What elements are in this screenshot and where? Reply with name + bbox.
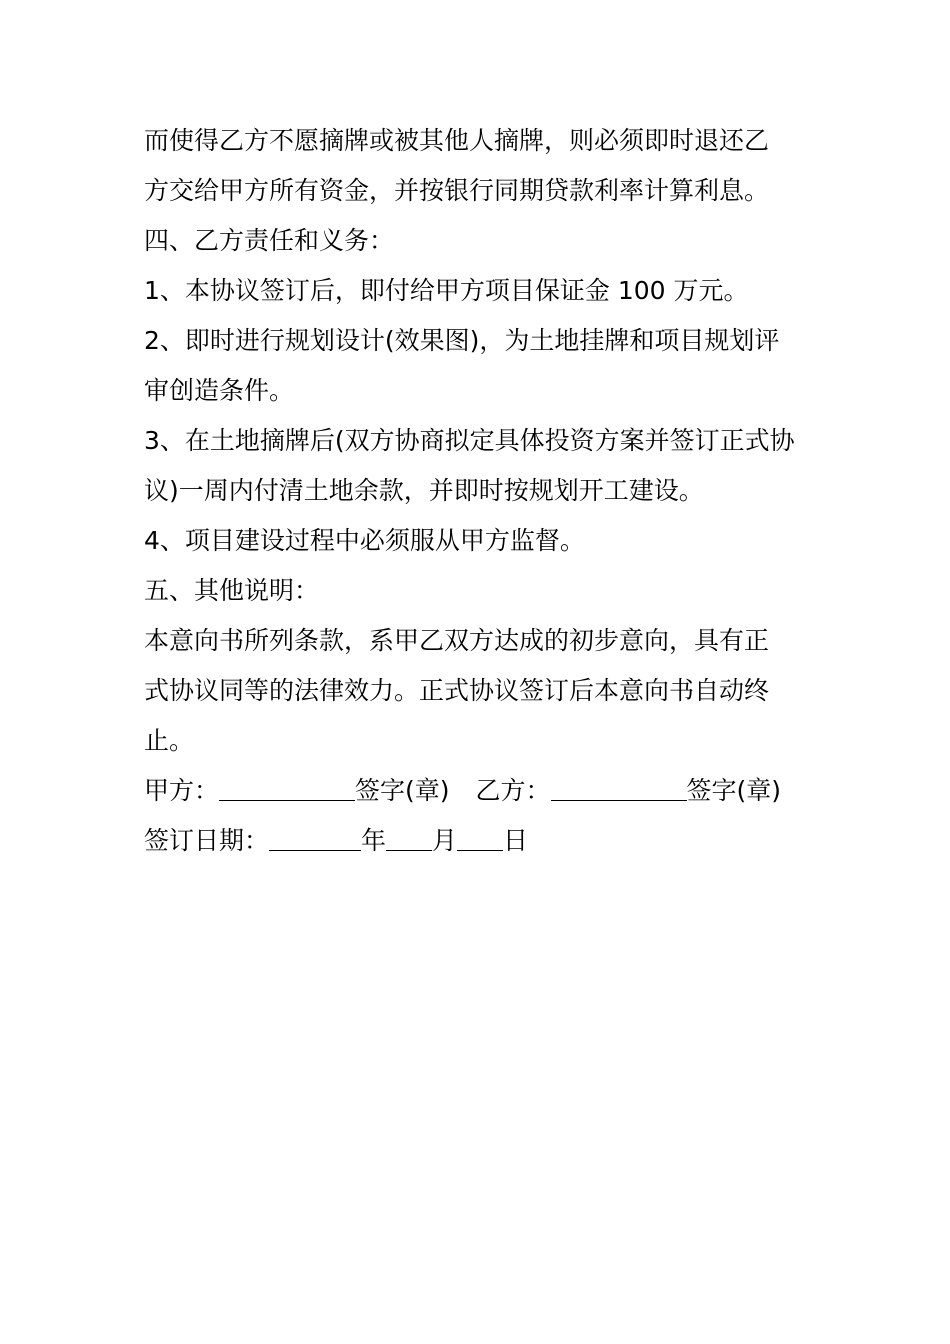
party-a-signature-blank[interactable]	[219, 766, 355, 801]
signature-line	[144, 766, 810, 816]
month-blank[interactable]	[386, 816, 432, 851]
year-blank[interactable]	[269, 816, 361, 851]
party-b-signature-blank[interactable]	[551, 766, 687, 801]
section-heading-4: 四、乙方责任和义务：	[144, 226, 395, 255]
paragraph-line: 止。	[144, 726, 195, 755]
paragraph-line: 本意向书所列条款，系甲乙双方达成的初步意向，具有正	[144, 626, 770, 655]
paragraph-line: 方交给甲方所有资金，并按银行同期贷款利率计算利息。	[144, 176, 770, 205]
document-body	[144, 116, 810, 866]
party-b-label: 乙方：	[475, 776, 551, 805]
date-line	[144, 816, 810, 866]
clause-3: 3、在土地摘牌后(双方协商拟定具体投资方案并签订正式协	[144, 426, 795, 455]
party-a-sign-label: 签字(章)	[355, 776, 450, 805]
section-heading-5: 五、其他说明：	[144, 576, 320, 605]
day-blank[interactable]	[457, 816, 503, 851]
month-label: 月	[432, 826, 458, 855]
paragraph-line: 而使得乙方不愿摘牌或被其他人摘牌，则必须即时退还乙	[144, 126, 770, 155]
clause-2: 2、即时进行规划设计(效果图)，为土地挂牌和项目规划评	[144, 326, 780, 355]
clause-1: 1、本协议签订后，即付给甲方项目保证金 100 万元。	[144, 276, 749, 305]
paragraph-line: 式协议同等的法律效力。正式协议签订后本意向书自动终	[144, 676, 770, 705]
date-label: 签订日期：	[144, 826, 270, 855]
day-label: 日	[503, 826, 529, 855]
year-label: 年	[361, 826, 387, 855]
clause-2-continued: 审创造条件。	[144, 376, 295, 405]
party-b-sign-label: 签字(章)	[686, 776, 782, 805]
clause-3-continued: 议)一周内付清土地余款，并即时按规划开工建设。	[144, 476, 704, 505]
clause-4: 4、项目建设过程中必须服从甲方监督。	[144, 526, 585, 555]
party-a-label: 甲方：	[144, 776, 220, 805]
